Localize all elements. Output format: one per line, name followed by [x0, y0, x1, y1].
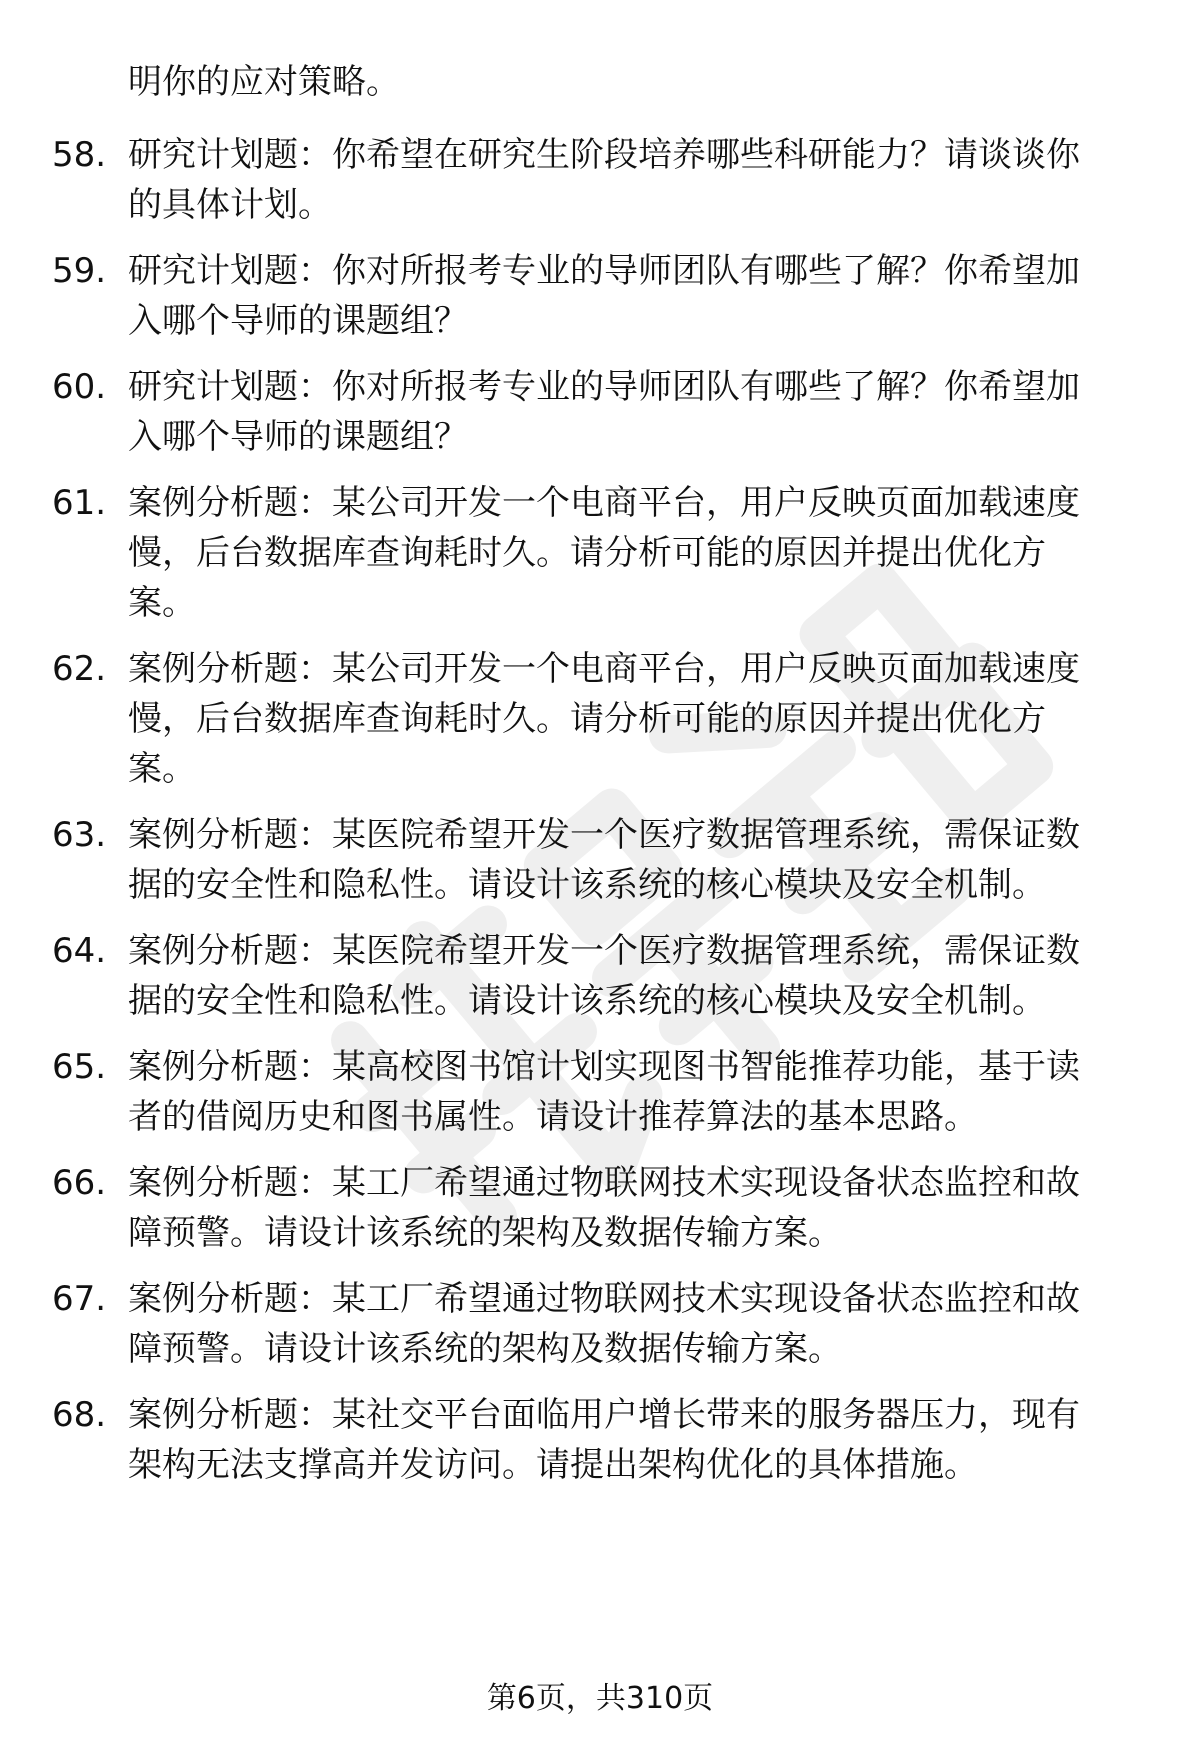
question-line: 案。	[128, 749, 196, 789]
question-text	[128, 246, 1143, 346]
question-text	[128, 644, 1143, 794]
question-line: 架构无法支撑高并发访问。请提出架构优化的具体措施。	[128, 1445, 978, 1485]
question-line: 案例分析题：某公司开发一个电商平台，用户反映页面加载速度	[128, 483, 1080, 523]
question-line: 据的安全性和隐私性。请设计该系统的核心模块及安全机制。	[128, 981, 1046, 1021]
question-number: 61.	[52, 483, 107, 523]
question-line: 案例分析题：某工厂希望通过物联网技术实现设备状态监控和故	[128, 1279, 1080, 1319]
question-number: 59.	[52, 251, 107, 291]
question-line: 案。	[128, 583, 196, 623]
question-number: 65.	[52, 1047, 107, 1087]
question-line: 慢，后台数据库查询耗时久。请分析可能的原因并提出优化方	[128, 699, 1046, 739]
question-number: 68.	[52, 1395, 107, 1435]
question-line: 研究计划题：你希望在研究生阶段培养哪些科研能力？请谈谈你	[128, 135, 1080, 175]
question-number: 66.	[52, 1163, 107, 1203]
question-line: 研究计划题：你对所报考专业的导师团队有哪些了解？你希望加	[128, 367, 1080, 407]
question-line: 案例分析题：某医院希望开发一个医疗数据管理系统，需保证数	[128, 931, 1080, 971]
question-number: 60.	[52, 367, 107, 407]
question-text	[128, 130, 1143, 230]
question-number: 58.	[52, 135, 107, 175]
question-line: 研究计划题：你对所报考专业的导师团队有哪些了解？你希望加	[128, 251, 1080, 291]
question-line: 障预警。请设计该系统的架构及数据传输方案。	[128, 1329, 842, 1369]
question-number: 64.	[52, 931, 107, 971]
question-line: 案例分析题：某工厂希望通过物联网技术实现设备状态监控和故	[128, 1163, 1080, 1203]
question-line: 的具体计划。	[128, 185, 332, 225]
question-line: 案例分析题：某社交平台面临用户增长带来的服务器压力，现有	[128, 1395, 1080, 1435]
question-text	[128, 362, 1143, 462]
question-text	[128, 1158, 1143, 1258]
question-line: 据的安全性和隐私性。请设计该系统的核心模块及安全机制。	[128, 865, 1046, 905]
question-text	[128, 810, 1143, 910]
question-line: 慢，后台数据库查询耗时久。请分析可能的原因并提出优化方	[128, 533, 1046, 573]
question-line: 者的借阅历史和图书属性。请设计推荐算法的基本思路。	[128, 1097, 978, 1137]
question-text	[128, 1042, 1143, 1142]
question-text	[128, 1390, 1143, 1490]
question-text	[128, 926, 1143, 1026]
question-number: 67.	[52, 1279, 107, 1319]
question-line: 入哪个导师的课题组？	[128, 301, 468, 341]
question-line: 案例分析题：某高校图书馆计划实现图书智能推荐功能，基于读	[128, 1047, 1080, 1087]
question-line: 案例分析题：某医院希望开发一个医疗数据管理系统，需保证数	[128, 815, 1080, 855]
question-line: 入哪个导师的课题组？	[128, 417, 468, 457]
question-number: 63.	[52, 815, 107, 855]
question-text	[128, 1274, 1143, 1374]
question-line: 案例分析题：某公司开发一个电商平台，用户反映页面加载速度	[128, 649, 1080, 689]
question-number: 62.	[52, 649, 107, 689]
question-text	[128, 478, 1143, 628]
continuation-text: 明你的应对策略。	[128, 62, 400, 102]
page-number: 第6页，共310页	[486, 1681, 714, 1716]
question-line: 障预警。请设计该系统的架构及数据传输方案。	[128, 1213, 842, 1253]
